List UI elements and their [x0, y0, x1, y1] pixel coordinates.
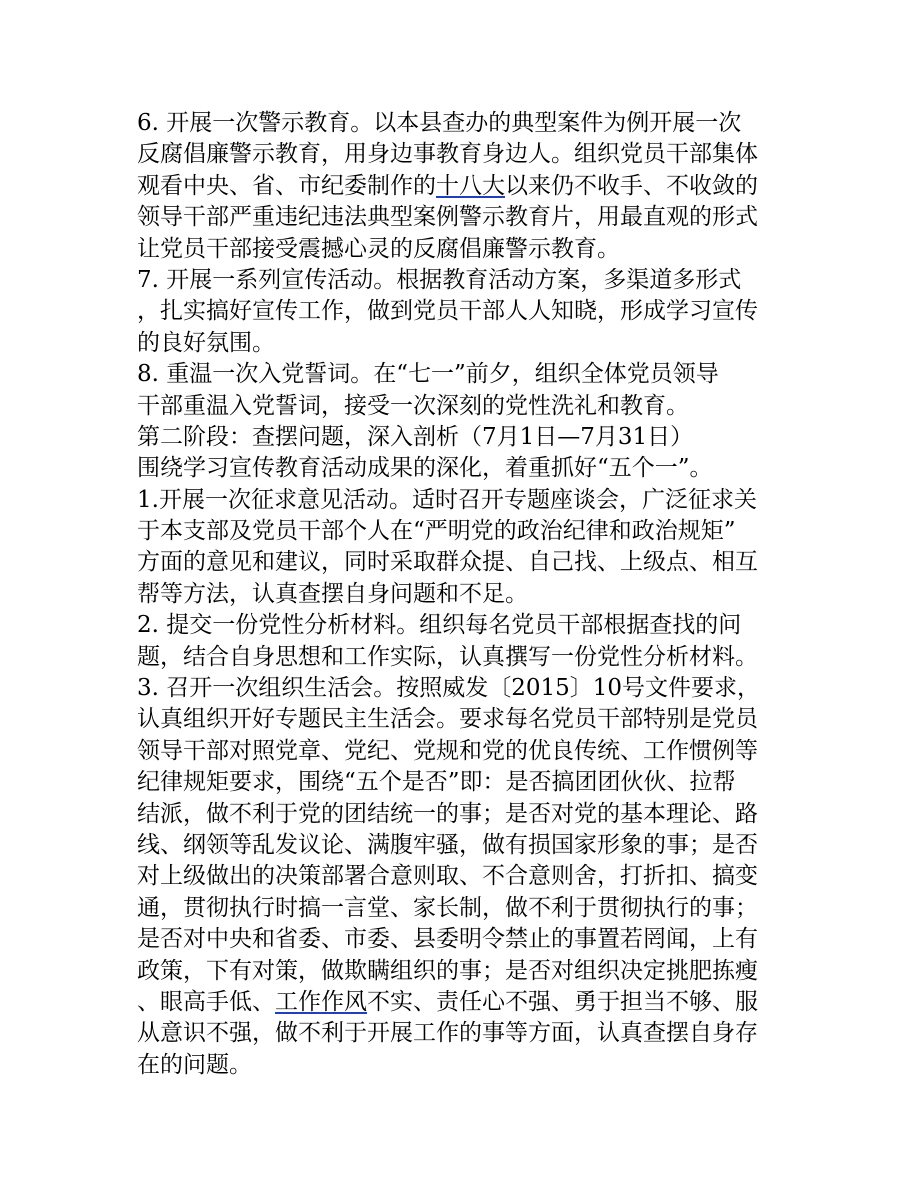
text-run: 以来仍不收手、不收敛的 — [505, 172, 758, 199]
text-line — [137, 516, 797, 547]
text-line — [137, 422, 797, 453]
text-line — [137, 610, 797, 641]
text-line — [137, 956, 797, 987]
text-run: 领导干部对照党章、党纪、党规和党的优良传统、工作惯例等 — [137, 737, 758, 764]
text-run: 让党员干部接受震撼心灵的反腐倡廉警示教育。 — [137, 235, 620, 262]
text-run: 6. 开展一次警示教育。以本县查办的典型案件为例开展一次 — [137, 110, 742, 136]
text-line — [137, 171, 797, 202]
text-run: 围绕学习宣传教育活动成果的深化，着重抓好“五个一”。 — [137, 455, 713, 482]
text-run: 7. 开展一系列宣传活动。根据教育活动方案，多渠道多形式 — [137, 266, 742, 293]
text-run: 反腐倡廉警示教育，用身边事教育身边人。组织党员干部集体 — [137, 141, 758, 168]
text-run: 观看中央、省、市纪委制作的 — [137, 172, 436, 199]
text-run: 于本支部及党员干部个人在“严明党的政治纪律和政治规矩” — [137, 518, 736, 545]
hyperlink[interactable]: 工作作风 — [275, 988, 367, 1015]
text-line — [137, 736, 797, 767]
text-run: 2. 提交一份党性分析材料。组织每名党员干部根据查找的问 — [137, 612, 742, 639]
text-run: 在的问题。 — [137, 1051, 252, 1078]
text-run: 题，结合自身思想和工作实际，认真撰写一份党性分析材料。 — [137, 643, 758, 670]
text-line — [137, 861, 797, 892]
text-run: 政策，下有对策，做欺瞒组织的事；是否对组织决定挑肥拣瘦 — [137, 957, 758, 984]
text-run: 从意识不强，做不利于开展工作的事等方面，认真查摆自身存 — [137, 1020, 758, 1047]
text-run: 帮等方法，认真查摆自身问题和不足。 — [137, 580, 528, 607]
text-run: 对上级做出的决策部署合意则取、不合意则舍，打折扣、搞变 — [137, 863, 758, 890]
text-run: 1.开展一次征求意见活动。适时召开专题座谈会，广泛征求关 — [137, 486, 757, 513]
document-body — [137, 108, 797, 1081]
text-run: 结派，做不利于党的团结统一的事；是否对党的基本理论、路 — [137, 800, 758, 827]
text-line — [137, 391, 797, 422]
text-run: 第二阶段：查摆问题，深入剖析（7月1日—7月31日） — [137, 423, 694, 450]
text-line — [137, 453, 797, 484]
text-run: 领导干部严重违纪违法典型案例警示教育片，用最直观的形式 — [137, 204, 758, 231]
text-run: 是否对中央和省委、市委、县委明令禁止的事置若罔闻，上有 — [137, 926, 758, 953]
text-line — [137, 296, 797, 327]
text-run: 认真组织开好专题民主生活会。要求每名党员干部特别是党员 — [137, 706, 758, 733]
text-run: 、眼高手低、 — [137, 988, 275, 1015]
text-line — [137, 359, 797, 390]
text-run: 方面的意见和建议，同时采取群众提、自己找、上级点、相互 — [137, 549, 758, 576]
text-line — [137, 265, 797, 296]
text-line — [137, 704, 797, 735]
text-run: 8. 重温一次入党誓词。在“七一”前夕，组织全体党员领导 — [137, 361, 719, 388]
text-line — [137, 1018, 797, 1049]
text-line — [137, 485, 797, 516]
text-line — [137, 1050, 797, 1081]
text-run: 干部重温入党誓词，接受一次深刻的党性洗礼和教育。 — [137, 392, 689, 419]
text-line — [137, 139, 797, 170]
text-run: 3. 召开一次组织生活会。按照威发〔2015〕10号文件要求， — [137, 675, 761, 702]
text-line — [137, 579, 797, 610]
text-run: 纪律规矩要求，围绕“五个是否”即：是否搞团团伙伙、拉帮 — [137, 769, 736, 796]
text-line — [137, 642, 797, 673]
text-run: 通，贯彻执行时搞一言堂、家长制，做不利于贯彻执行的事； — [137, 894, 758, 921]
text-line — [137, 987, 797, 1018]
text-line — [137, 547, 797, 578]
text-run: ，扎实搞好宣传工作，做到党员干部人人知晓，形成学习宣传 — [137, 298, 758, 325]
text-line — [137, 799, 797, 830]
text-line — [137, 893, 797, 924]
text-line — [137, 108, 797, 139]
text-line — [137, 202, 797, 233]
text-line — [137, 924, 797, 955]
hyperlink[interactable]: 十八大 — [436, 172, 505, 199]
text-run: 的良好氛围。 — [137, 329, 275, 356]
text-line — [137, 234, 797, 265]
text-line — [137, 328, 797, 359]
text-line — [137, 830, 797, 861]
text-line — [137, 673, 797, 704]
text-run: 线、纲领等乱发议论、满腹牢骚，做有损国家形象的事；是否 — [137, 831, 758, 858]
text-line — [137, 767, 797, 798]
text-run: 不实、责任心不强、勇于担当不够、服 — [367, 988, 758, 1015]
